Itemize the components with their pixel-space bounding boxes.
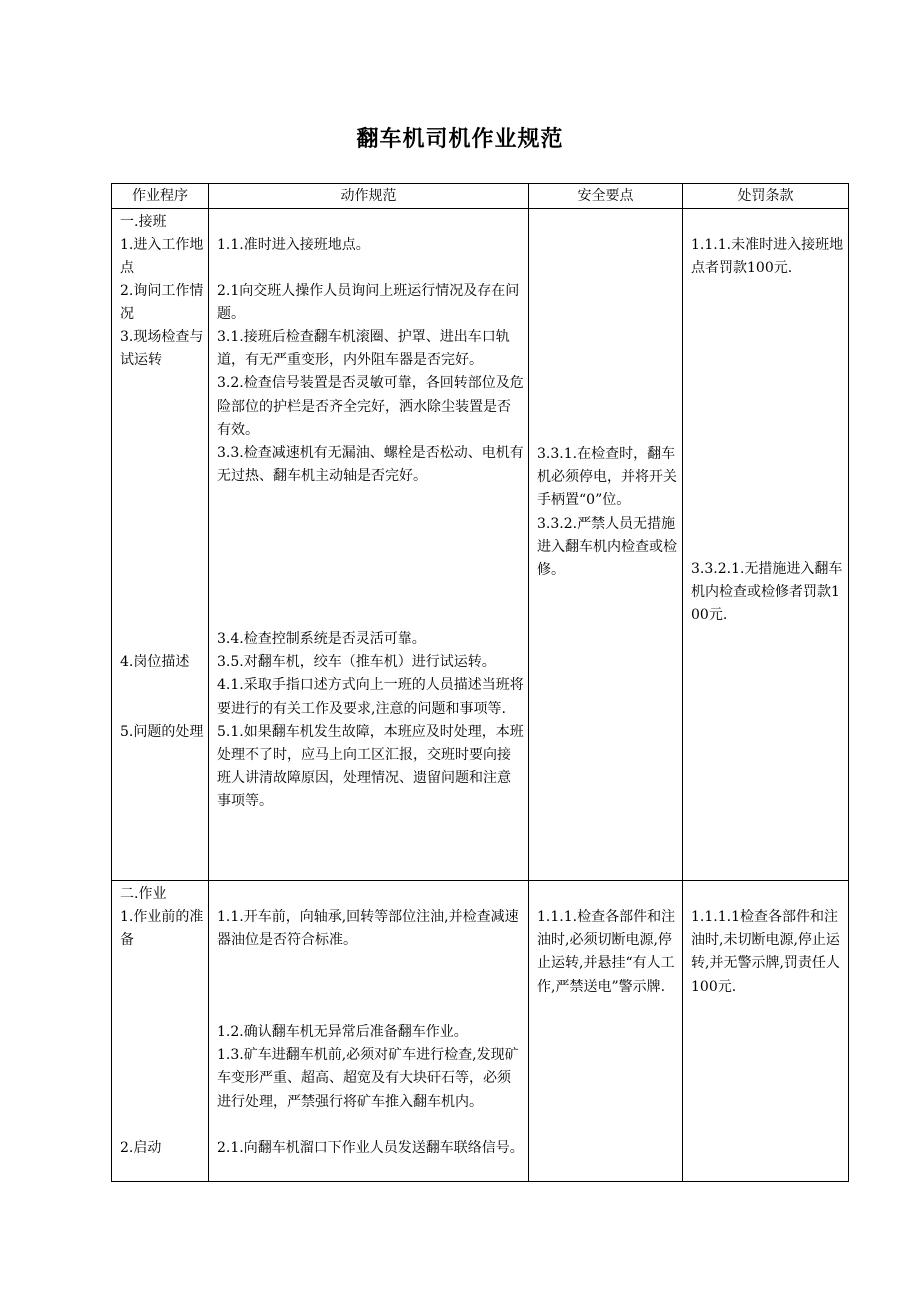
procedure-cell <box>112 209 209 881</box>
procedure-text: 5.问题的处理 <box>120 724 204 740</box>
safety-cell <box>529 881 683 1182</box>
penalty-cell <box>683 881 849 1182</box>
procedure-text: 2.启动 <box>120 1140 162 1156</box>
action-text: 2.1.向翻车机溜口下作业人员发送翻车联络信号。 <box>217 1140 524 1156</box>
table-header-row <box>112 184 849 209</box>
header-action: 动作规范 <box>209 184 529 209</box>
procedure-text: 3.现场检查与试运转 <box>120 329 204 369</box>
action-text: 1.2.确认翻车机无异常后准备翻车作业。 1.3.矿车进翻车机前,必须对矿车进行检查,发现矿车变形严重、超高、超宽及有大块矸石等，必须进行处理，严禁强行将矿车推入翻车机内。 <box>217 1024 519 1110</box>
safety-text: 3.3.1.在检查时，翻车机必须停电，并将开关手柄置“0”位。 3.3.2.严禁人员无措施进入翻车机内检查或检修。 <box>537 446 677 579</box>
header-procedure: 作业程序 <box>112 184 209 209</box>
action-text: 2.1向交班人操作人员询问上班运行情况及存在问题。 <box>217 283 520 323</box>
safety-cell <box>529 209 683 881</box>
penalty-text: 1.1.1.1检查各部件和注油时,未切断电源,停止运转,并无警示牌,罚责任人100元. <box>691 909 840 995</box>
action-text: 3.4.检查控制系统是否灵活可靠。 3.5.对翻车机，绞车（推车机）进行试运转。 4.1.采取手指口述方式向上一班的人员描述当班将要进行的有关工作及要求,注意的问题和事项等. 5.1.如果翻车机发生故障，本班应及时处理，本班处理不了时，应马上向工区汇报，交班时要向接班人讲清故障原因，处理情况、遗留问题和注意事项等。 <box>217 631 524 810</box>
procedure-text: 一.接班 <box>120 214 167 230</box>
action-cell <box>209 209 529 881</box>
procedure-text: 二.作业 <box>120 886 167 902</box>
procedure-text: 2.询问工作情况 <box>120 283 204 323</box>
action-text: 1.1.准时进入接班地点。 <box>217 237 370 253</box>
safety-text: 1.1.1.检查各部件和注油时,必须切断电源,停止运转,并悬挂“有人工作,严禁送电”警示牌. <box>537 909 676 995</box>
table-row-operation <box>112 881 849 1182</box>
table-row-handover <box>112 209 849 881</box>
action-text: 3.1.接班后检查翻车机滚圈、护罩、进出车口轨道，有无严重变形，内外阻车器是否完好。 3.2.检查信号装置是否灵敏可靠，各回转部位及危险部位的护栏是否齐全完好，洒水除尘装置是否有效。 3.3.检查减速机有无漏油、螺栓是否松动、电机有无过热、翻车机主动轴是否完好。 <box>217 329 524 485</box>
procedure-text: 4.岗位描述 <box>120 654 190 670</box>
procedure-cell <box>112 881 209 1182</box>
header-safety: 安全要点 <box>529 184 683 209</box>
work-spec-table <box>111 183 849 1182</box>
penalty-text: 3.3.2.1.无措施进入翻车机内检查或检修者罚款100元. <box>691 561 843 624</box>
header-penalty: 处罚条款 <box>683 184 849 209</box>
document-title: 翻车机司机作业规范 <box>356 127 564 152</box>
penalty-text: 1.1.1.未准时进入接班地点者罚款100元. <box>691 237 844 277</box>
action-cell <box>209 881 529 1182</box>
procedure-text: 1.进入工作地点 <box>120 237 204 277</box>
procedure-text: 1.作业前的准备 <box>120 909 204 949</box>
penalty-cell <box>683 209 849 881</box>
action-text: 1.1.开车前，向轴承,回转等部位注油,并检查减速器油位是否符合标准。 <box>217 909 519 949</box>
